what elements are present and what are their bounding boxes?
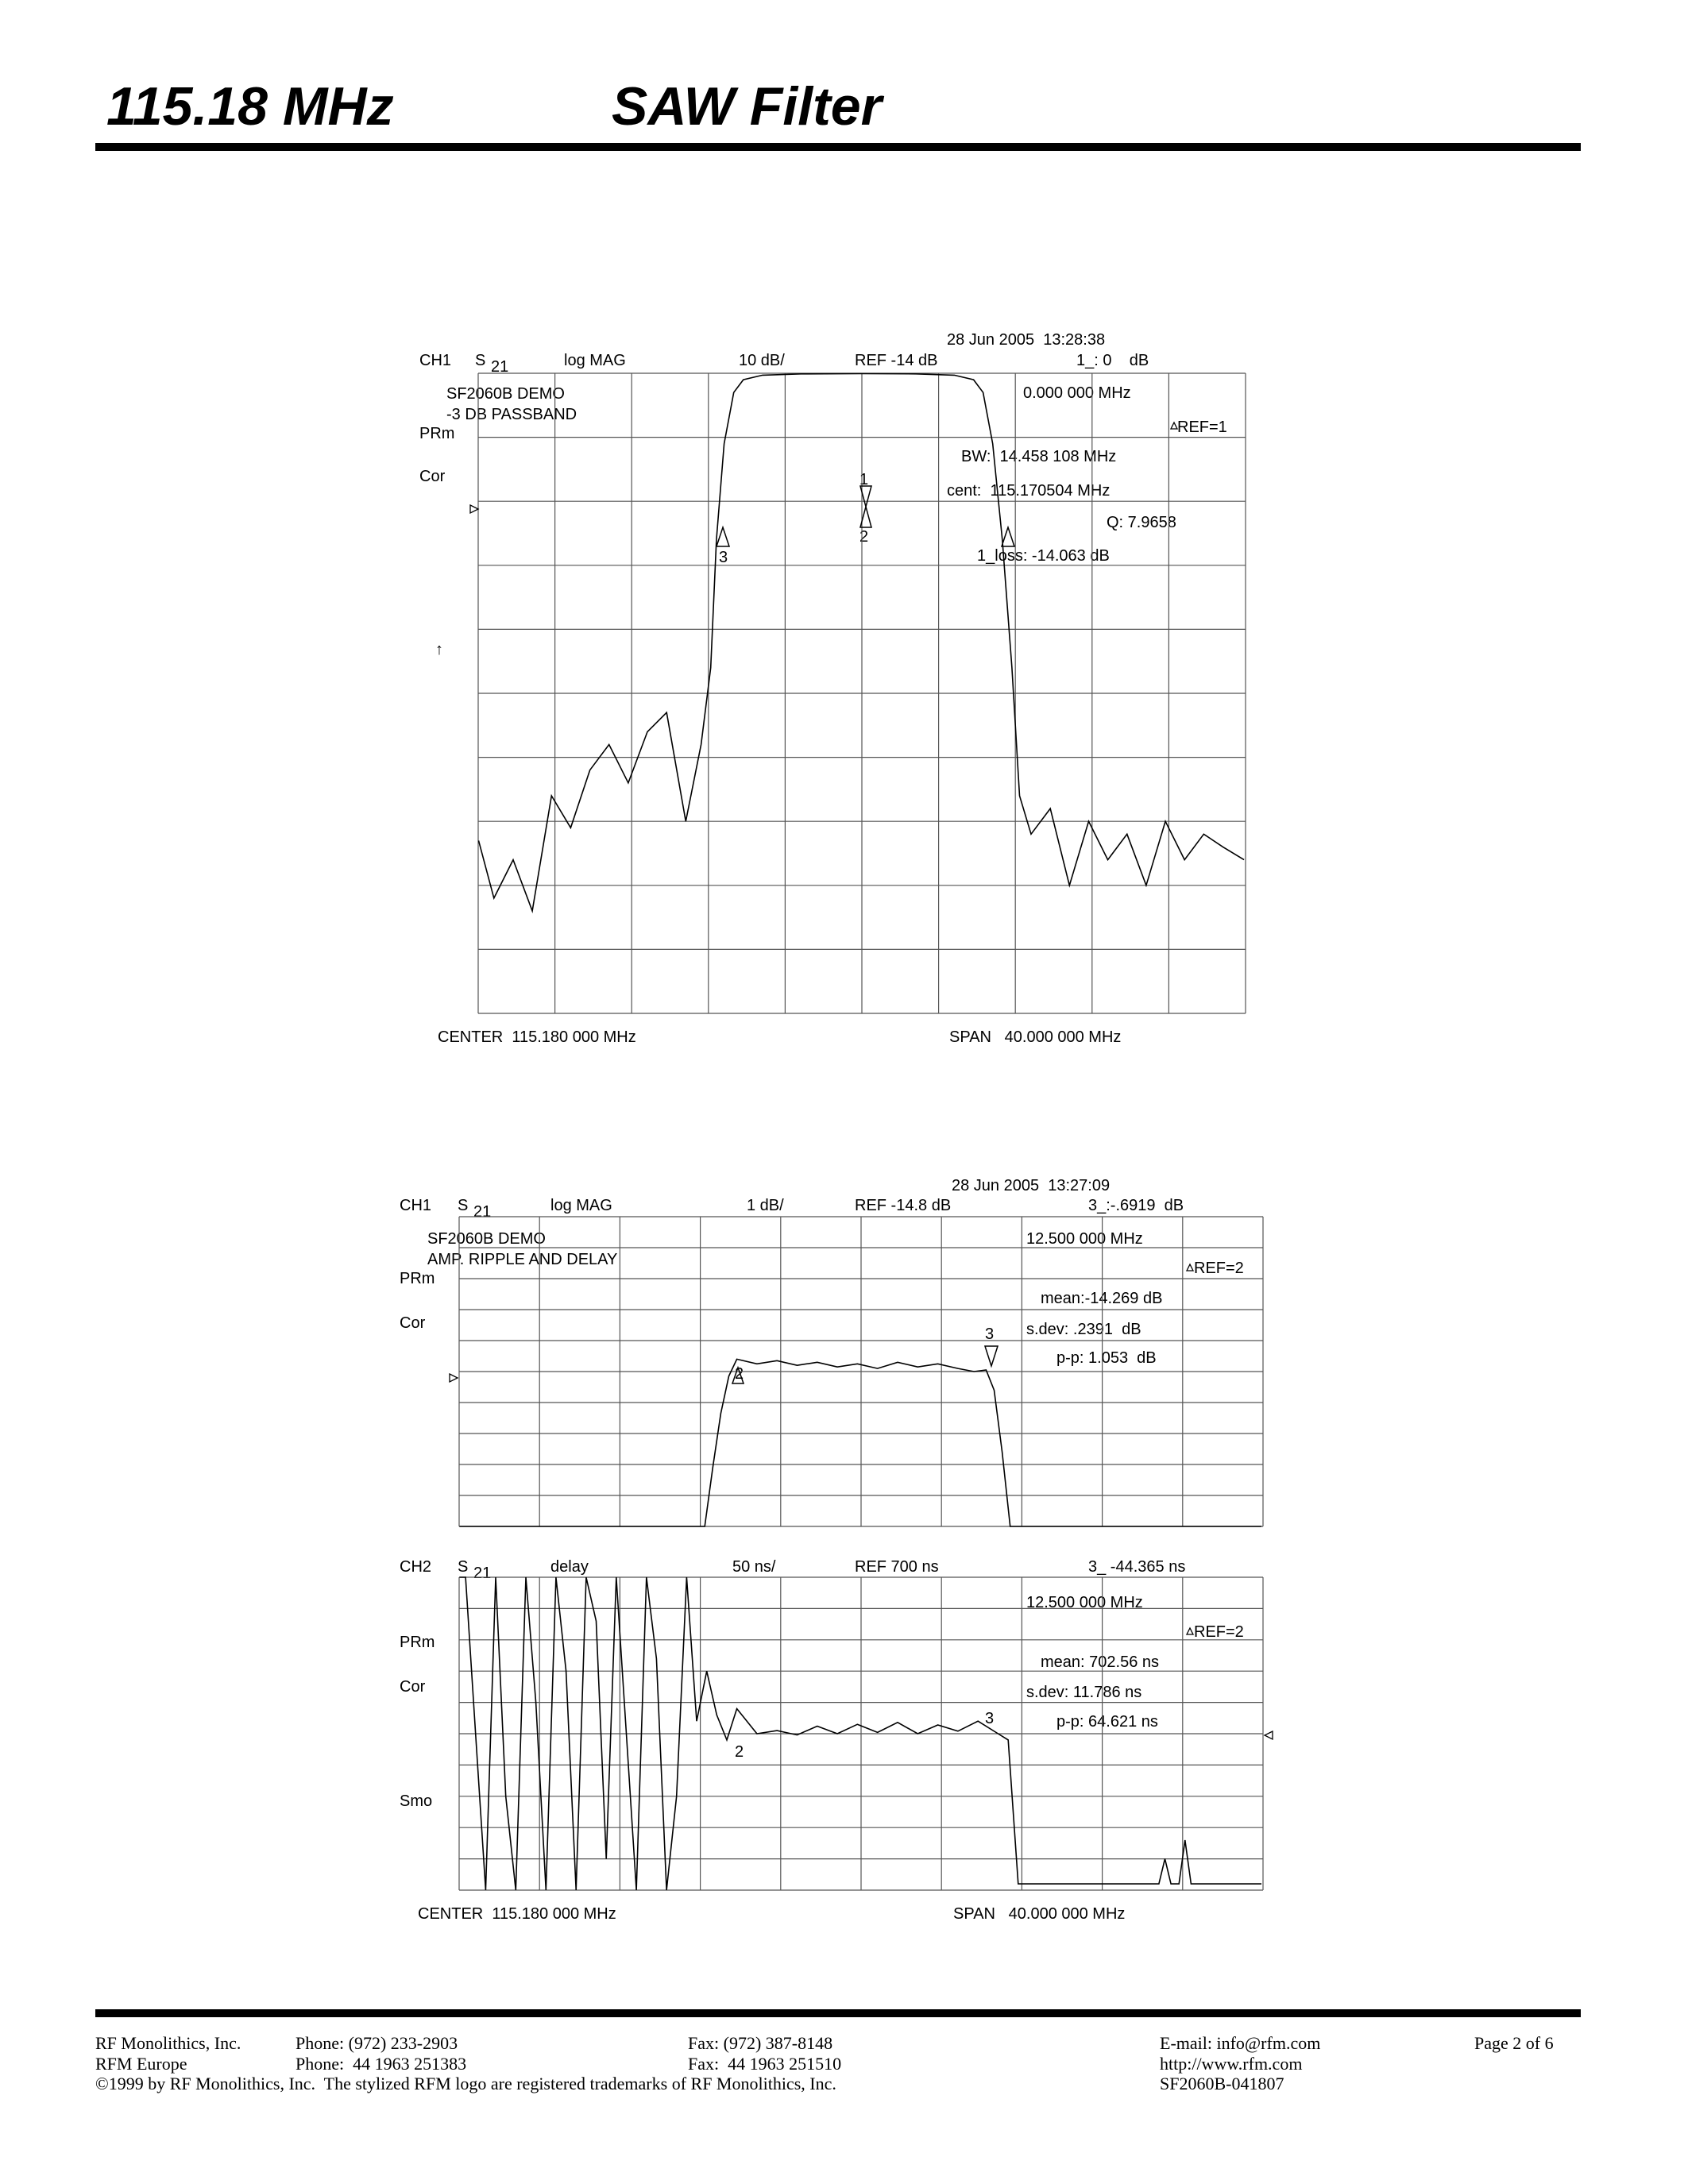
plot1-marker1-label: 1 <box>859 471 869 488</box>
plot3-mean: mean: 702.56 ns <box>1041 1653 1159 1671</box>
plot1-marker-freq: 0.000 000 MHz <box>1023 384 1131 402</box>
plot1-cent: cent: 115.170504 MHz <box>947 482 1111 500</box>
plot1-bw: BW: 14.458 108 MHz <box>961 448 1117 465</box>
plot1-param-sub: 21 <box>491 358 509 376</box>
plot1-side-arrow: ↑ <box>435 641 443 658</box>
plot2-name2: AMP. RIPPLE AND DELAY <box>427 1251 618 1268</box>
plot3-grid <box>459 1577 1263 1890</box>
plot1-marker3-label: 3 <box>719 549 728 566</box>
plot1-marker-readout: 1_: 0 dB <box>1076 352 1149 369</box>
plot1-format: log MAG <box>564 352 626 369</box>
plot2-marker2-icon <box>732 1365 744 1383</box>
plot1-timestamp: 28 Jun 2005 13:28:38 <box>947 331 1106 349</box>
plot3-scale: 50 ns/ <box>732 1558 776 1576</box>
plot3-pp: p-p: 64.621 ns <box>1056 1713 1158 1731</box>
footer-copyright: ©1999 by RF Monolithics, Inc. The stylized RFM logo are registered trademarks of RF Monolithics, Inc. <box>95 2074 836 2093</box>
plot1-side1: PRm <box>419 425 455 442</box>
plot2-ref: REF -14.8 dB <box>855 1197 952 1214</box>
plot2-param: S <box>458 1197 469 1214</box>
plot3-ref: REF 700 ns <box>855 1558 939 1576</box>
plot2-format: log MAG <box>550 1197 612 1214</box>
plot3-ref-arrow-icon <box>1265 1731 1273 1739</box>
plot1-channel: CH1 <box>419 352 452 369</box>
plot2-param-sub: 21 <box>473 1203 492 1221</box>
footer-email: E-mail: info@rfm.com <box>1160 2033 1321 2053</box>
plot1-param: S <box>475 352 486 369</box>
plot3-sdev: s.dev: 11.786 ns <box>1026 1684 1142 1701</box>
plot3-marker3-label: 3 <box>985 1710 995 1727</box>
plot1-ref-arrow-icon <box>470 505 478 513</box>
plot1-q: Q: 7.9658 <box>1107 514 1176 531</box>
plot1-loss: 1_loss: -14.063 dB <box>977 547 1110 565</box>
plot2-marker-freq: 12.500 000 MHz <box>1026 1230 1143 1248</box>
plot1-marker4-icon <box>1002 527 1014 546</box>
plot1-marker3-icon <box>717 527 729 546</box>
plot3-param: S <box>458 1558 469 1576</box>
plot3-side1: PRm <box>400 1634 435 1651</box>
plot2-grid <box>459 1217 1263 1526</box>
footer-europe: RFM Europe <box>95 2054 187 2074</box>
footer-docnum: SF2060B-041807 <box>1160 2074 1284 2093</box>
plot3-format: delay <box>550 1558 589 1576</box>
plot2-timestamp: 28 Jun 2005 13:27:09 <box>952 1177 1111 1194</box>
plot2-side1: PRm <box>400 1270 435 1287</box>
plot2-marker3-label: 3 <box>985 1325 995 1343</box>
header-title: SAW Filter <box>612 76 883 137</box>
plot3-marker2-label: 2 <box>735 1743 744 1761</box>
plot3-center: CENTER 115.180 000 MHz <box>418 1905 616 1923</box>
footer-rule <box>95 2009 1581 2017</box>
header-frequency: 115.18 MHz <box>106 76 394 137</box>
plot2-ref-delta-icon <box>1187 1264 1193 1271</box>
plot2-channel: CH1 <box>400 1197 432 1214</box>
plot3-ref-marker: REF=2 <box>1194 1623 1244 1641</box>
plot3-param-sub: 21 <box>473 1565 492 1582</box>
plot1-span: SPAN 40.000 000 MHz <box>949 1028 1122 1046</box>
plot2-mean: mean:-14.269 dB <box>1041 1290 1163 1307</box>
plot1-scale: 10 dB/ <box>739 352 785 369</box>
plot3-span: SPAN 40.000 000 MHz <box>953 1905 1126 1923</box>
plot2-marker2-label: 2 <box>735 1365 744 1383</box>
footer-fax2: Fax: 44 1963 251510 <box>688 2054 842 2074</box>
plot1-side2: Cor <box>419 468 446 485</box>
footer-company: RF Monolithics, Inc. <box>95 2033 241 2053</box>
plot3-marker-freq: 12.500 000 MHz <box>1026 1594 1143 1611</box>
footer-page: Page 2 of 6 <box>1474 2033 1554 2053</box>
plot1-grid <box>478 373 1246 1013</box>
plot1-ref-delta-icon <box>1171 423 1177 429</box>
plot3-side2: Cor <box>400 1678 426 1696</box>
plot1-marker2-label: 2 <box>859 528 869 546</box>
plot1-trace <box>479 374 1245 912</box>
plot3-marker-readout: 3_ -44.365 ns <box>1088 1558 1186 1576</box>
plot2-marker-readout: 3_:-.6919 dB <box>1088 1197 1184 1214</box>
plot1-name1: SF2060B DEMO <box>446 385 565 403</box>
footer-phone1: Phone: (972) 233-2903 <box>295 2033 458 2053</box>
plot3-side3: Smo <box>400 1792 433 1810</box>
plot2-trace <box>460 1359 1262 1526</box>
footer-phone2: Phone: 44 1963 251383 <box>295 2054 467 2074</box>
footer-fax1: Fax: (972) 387-8148 <box>688 2033 833 2053</box>
plot2-ref-marker: REF=2 <box>1194 1260 1244 1277</box>
plot1-ref-marker: REF=1 <box>1177 419 1227 436</box>
plot2-pp: p-p: 1.053 dB <box>1056 1349 1157 1367</box>
plot3-ref-delta-icon <box>1187 1628 1193 1634</box>
plot2-name1: SF2060B DEMO <box>427 1230 546 1248</box>
plot2-ref-arrow-icon <box>450 1374 458 1382</box>
plot1-ref: REF -14 dB <box>855 352 938 369</box>
footer-web: http://www.rfm.com <box>1160 2054 1303 2074</box>
plot1-name2: -3 DB PASSBAND <box>446 406 577 423</box>
plot2-side2: Cor <box>400 1314 426 1332</box>
plot2-marker3-icon <box>985 1346 998 1366</box>
plot2-scale: 1 dB/ <box>747 1197 784 1214</box>
plot3-channel: CH2 <box>400 1558 432 1576</box>
plot1-center: CENTER 115.180 000 MHz <box>438 1028 636 1046</box>
plot2-sdev: s.dev: .2391 dB <box>1026 1321 1141 1338</box>
